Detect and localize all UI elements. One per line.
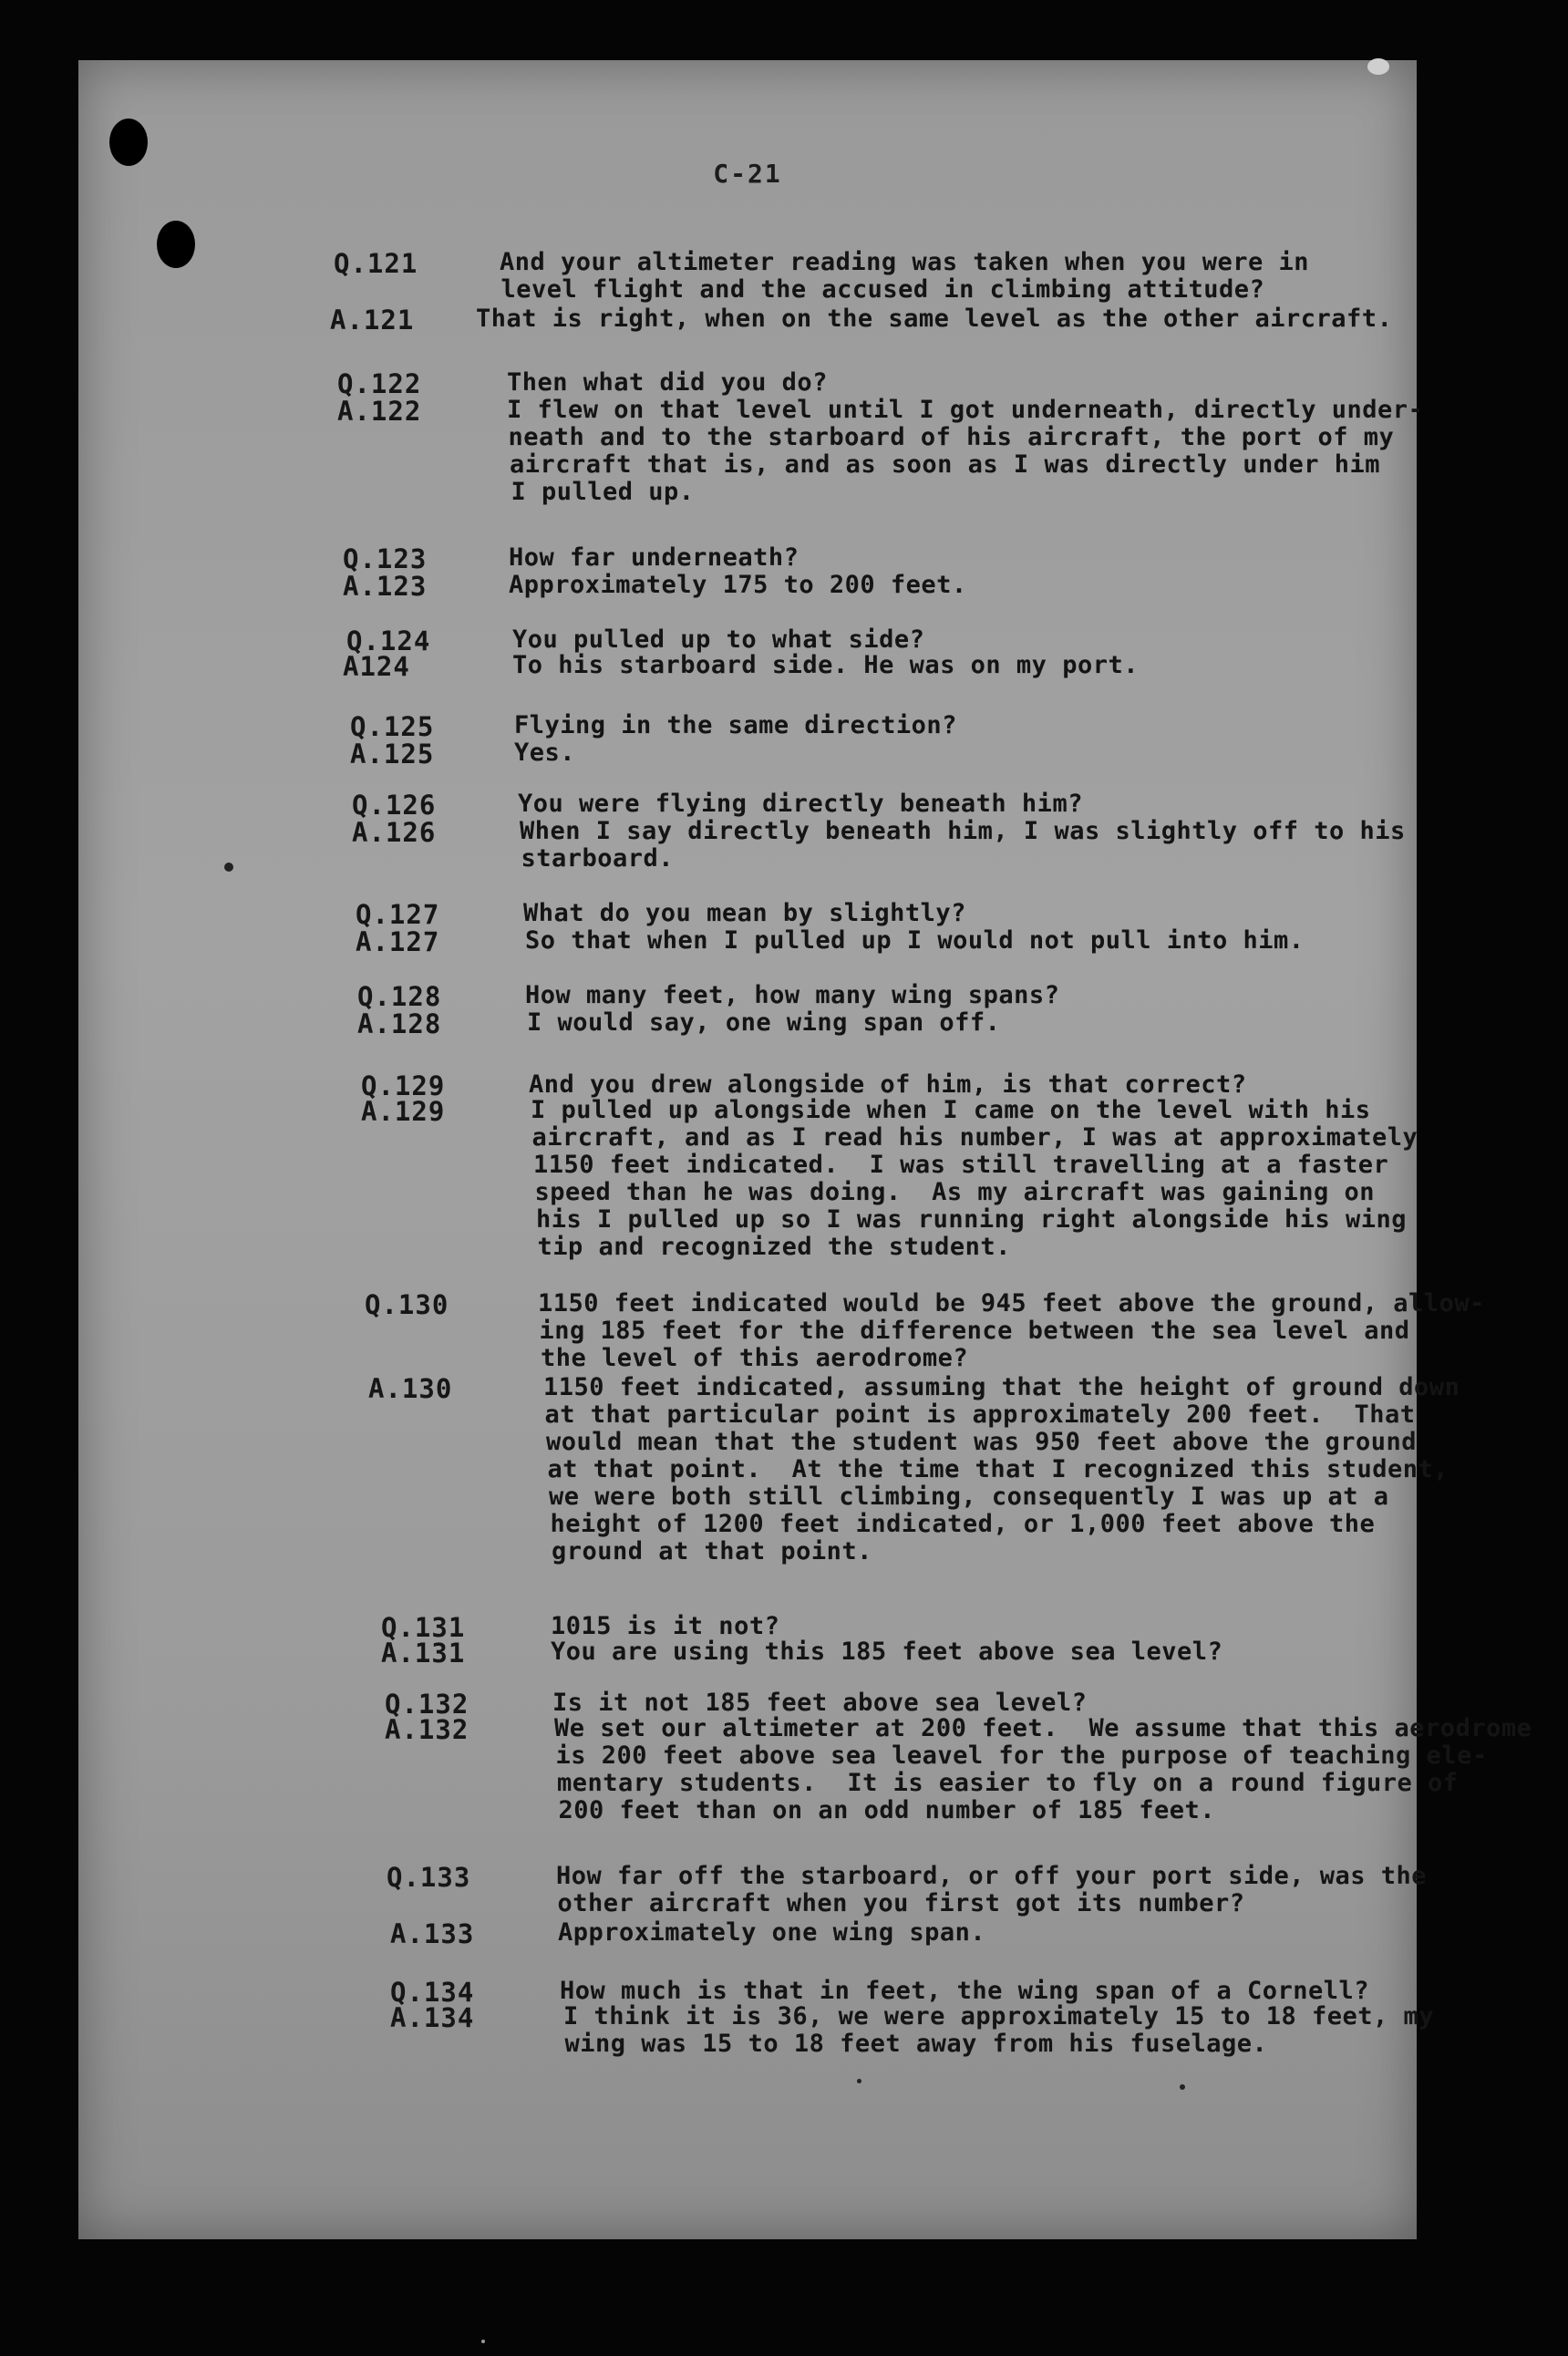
question-text-line: Is it not 185 feet above sea level? (552, 1689, 1088, 1717)
ink-speck (481, 2340, 485, 2343)
answer-text-line: height of 1200 feet indicated, or 1,000 feet above the (550, 1510, 1376, 1538)
answer-text-line: neath and to the starboard of his aircraft, the port of my (508, 423, 1395, 451)
answer-text-line: 200 feet than on an odd number of 185 feet. (558, 1796, 1215, 1824)
answer-text-line: is 200 feet above sea leavel for the purpose of teaching ele- (555, 1741, 1488, 1770)
question-label: Q.127 (356, 899, 440, 930)
answer-text-line: Approximately one wing span. (558, 1918, 986, 1947)
question-text-line: 1150 feet indicated would be 945 feet above the ground, allow- (538, 1289, 1485, 1318)
answer-label: A.123 (343, 571, 428, 602)
answer-text-line: I would say, one wing span off. (527, 1008, 1001, 1037)
question-label: Q.131 (381, 1612, 466, 1643)
question-text-line: How far off the starboard, or off your port side, was the (556, 1862, 1428, 1890)
answer-text-line: his I pulled up so I was running right alongside his wing (536, 1205, 1408, 1234)
question-label: Q.132 (385, 1689, 469, 1720)
answer-label: A.127 (356, 926, 440, 957)
question-text-line: You pulled up to what side? (512, 625, 925, 654)
ink-speck (1367, 58, 1389, 75)
answer-text-line: I pulled up. (511, 478, 695, 506)
question-text-line: How many feet, how many wing spans? (525, 981, 1060, 1009)
question-label: Q.134 (390, 1977, 475, 2008)
question-text-line: 1015 is it not? (551, 1612, 780, 1640)
question-text-line: And your altimeter reading was taken when you were in (500, 248, 1310, 276)
answer-label: A.130 (368, 1373, 453, 1404)
answer-label: A.129 (361, 1096, 446, 1127)
ink-speck (1180, 2084, 1185, 2090)
question-text-line: the level of this aerodrome? (541, 1344, 969, 1372)
question-label: Q.130 (365, 1289, 449, 1320)
answer-text-line: mentary students. It is easier to fly on a round figure of (557, 1769, 1459, 1797)
answer-text-line: aircraft that is, and as soon as I was directly under him (510, 450, 1381, 479)
answer-text-line: I think it is 36, we were approximately 15 to 18 feet, my (563, 2002, 1435, 2030)
answer-text-line: at that particular point is approximately 200 feet. That (544, 1400, 1416, 1429)
answer-text-line: would mean that the student was 950 feet above the ground (546, 1428, 1418, 1456)
document-page (78, 60, 1532, 2239)
question-text-line: And you drew alongside of him, is that correct? (529, 1070, 1247, 1099)
question-label: Q.121 (334, 248, 418, 279)
answer-text-line: I pulled up alongside when I came on the level with his (531, 1096, 1371, 1124)
question-label: Q.124 (346, 625, 431, 656)
answer-text-line: That is right, when on the same level as the other aircraft. (476, 305, 1393, 333)
answer-label: A124 (343, 651, 410, 682)
answer-text-line: ground at that point. (552, 1537, 872, 1566)
answer-label: A.125 (350, 739, 435, 770)
answer-text-line: You are using this 185 feet above sea level? (551, 1638, 1223, 1666)
question-label: Q.123 (343, 543, 428, 574)
punch-hole-middle (157, 221, 195, 268)
question-text-line: Then what did you do? (507, 368, 828, 397)
ink-speck (224, 863, 233, 872)
answer-text-line: We set our altimeter at 200 feet. We assume that this aerodrome (554, 1714, 1532, 1742)
question-label: Q.128 (357, 981, 442, 1012)
question-label: Q.126 (352, 790, 437, 821)
question-text-line: What do you mean by slightly? (523, 899, 966, 927)
answer-label: A.134 (390, 2002, 475, 2033)
answer-text-line: tip and recognized the student. (537, 1233, 1011, 1261)
page-header: C-21 (713, 159, 782, 189)
answer-text-line: So that when I pulled up I would not pull into him. (525, 926, 1305, 955)
answer-label: A.126 (352, 817, 437, 848)
answer-text-line: When I say directly beneath him, I was slightly off to his (520, 817, 1406, 845)
answer-label: A.122 (337, 396, 422, 427)
answer-text-line: starboard. (521, 844, 675, 873)
answer-label: A.128 (357, 1008, 442, 1039)
answer-label: A.132 (385, 1714, 469, 1745)
answer-text-line: wing was 15 to 18 feet away from his fuselage. (564, 2030, 1268, 2058)
answer-text-line: at that point. At the time that I recognized this student, (547, 1455, 1449, 1483)
answer-text-line: 1150 feet indicated. I was still travelling at a faster (533, 1151, 1389, 1179)
ink-speck (857, 2079, 861, 2083)
answer-text-line: Yes. (514, 739, 576, 767)
question-text-line: You were flying directly beneath him? (518, 790, 1083, 818)
question-label: Q.133 (387, 1862, 471, 1893)
question-text-line: level flight and the accused in climbing attitude? (500, 275, 1265, 304)
answer-text-line: To his starboard side. He was on my port. (512, 651, 1139, 679)
question-text-line: ing 185 feet for the difference between the sea level and (539, 1317, 1410, 1345)
question-label: Q.122 (337, 368, 422, 399)
answer-text-line: we were both still climbing, consequently I was up at a (549, 1483, 1389, 1511)
answer-label: A.121 (330, 305, 415, 336)
answer-text-line: 1150 feet indicated, assuming that the height of ground down (543, 1373, 1460, 1401)
question-text-line: How far underneath? (509, 543, 799, 572)
question-text-line: Flying in the same direction? (514, 711, 957, 739)
question-text-line: How much is that in feet, the wing span of a Cornell? (560, 1977, 1370, 2005)
answer-label: A.131 (381, 1638, 466, 1669)
answer-text-line: Approximately 175 to 200 feet. (509, 571, 967, 599)
answer-label: A.133 (390, 1918, 475, 1949)
question-text-line: other aircraft when you first got its number? (557, 1889, 1245, 1917)
question-label: Q.129 (361, 1070, 446, 1101)
answer-text-line: I flew on that level until I got underneath, directly under- (507, 396, 1424, 424)
question-label: Q.125 (350, 711, 435, 742)
answer-text-line: aircraft, and as I read his number, I was at approximately (531, 1123, 1418, 1152)
answer-text-line: speed than he was doing. As my aircraft was gaining on (534, 1178, 1376, 1206)
